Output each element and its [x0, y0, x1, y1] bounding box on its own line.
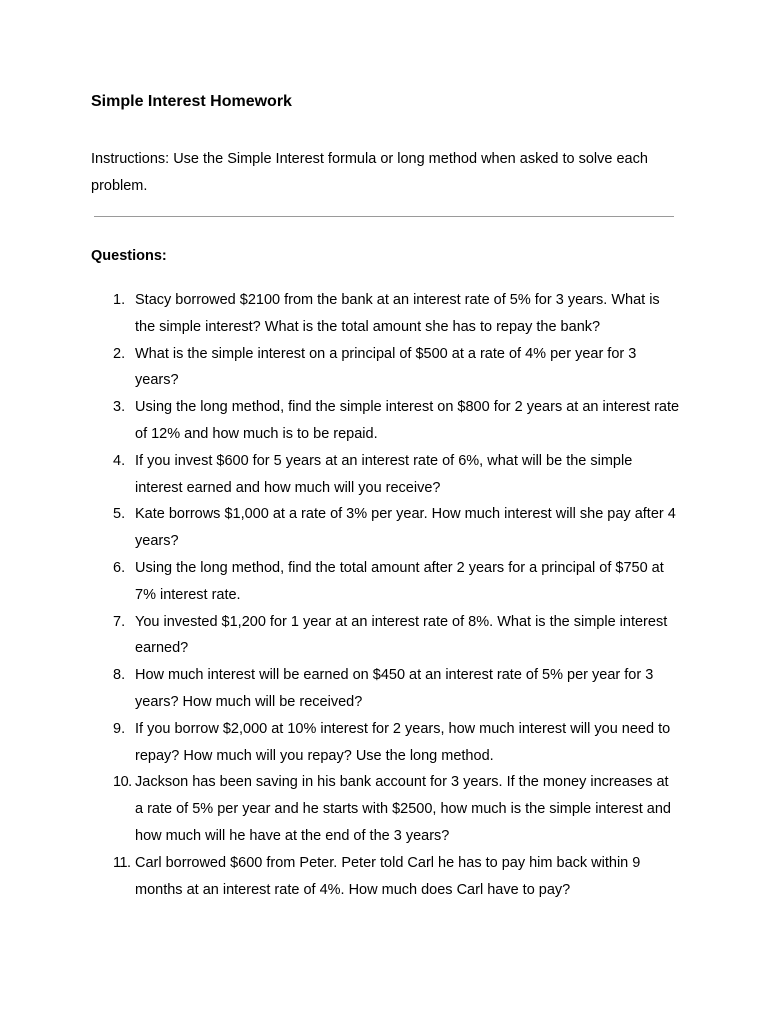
question-text: Jackson has been saving in his bank account for 3 years. If the money increases at a rate of 5% per year and he starts with $2500, how much is the simple interest and how much will he have at the end of the 3 years?: [135, 774, 671, 844]
question-item: [0, 501, 768, 555]
questions-list: [0, 287, 768, 903]
question-item: [0, 716, 768, 770]
question-item: [0, 662, 768, 716]
question-text: If you invest $600 for 5 years at an interest rate of 6%, what will be the simple interest earned and how much will you receive?: [135, 452, 633, 496]
question-text: Using the long method, find the simple interest on $800 for 2 years at an interest rate of 12% and how much is to be repaid.: [135, 399, 680, 442]
question-number: 4.: [113, 452, 126, 469]
divider: [94, 216, 674, 217]
question-number: 5.: [113, 506, 126, 523]
question-item: [0, 555, 768, 609]
question-item: [0, 609, 768, 663]
page-title: Simple Interest Homework: [91, 93, 292, 110]
question-number: 9.: [113, 720, 126, 737]
question-text: Using the long method, find the total amount after 2 years for a principal of $750 at 7% interest rate.: [135, 559, 664, 603]
question-number: 1.: [113, 292, 126, 308]
question-number: 11.: [113, 854, 131, 871]
question-item: [0, 394, 768, 448]
question-text: Stacy borrowed $2100 from the bank at an interest rate of 5% for 3 years. What is the simple interest? What is the total amount she has to repay the bank?: [135, 292, 660, 335]
question-text: If you borrow $2,000 at 10% interest for 2 years, how much interest will you need to repay? How much will you repay? Use the long method.: [135, 720, 671, 764]
question-text: What is the simple interest on a principal of $500 at a rate of 4% per year for 3 years?: [135, 345, 637, 389]
question-number: 3.: [113, 399, 126, 416]
question-number: 8.: [113, 667, 126, 684]
question-number: 2.: [113, 345, 126, 362]
question-text: How much interest will be earned on $450 at an interest rate of 5% per year for 3 years? How much will be received?: [135, 667, 654, 710]
question-item: [0, 769, 768, 849]
question-number: 6.: [113, 559, 126, 576]
question-text: You invested $1,200 for 1 year at an interest rate of 8%. What is the simple interest earned?: [135, 613, 668, 657]
question-text: Kate borrows $1,000 at a rate of 3% per year. How much interest will she pay after 4 years?: [135, 506, 676, 550]
question-item: [0, 850, 768, 904]
questions-heading: Questions:: [91, 248, 167, 264]
question-item: [0, 287, 768, 341]
question-number: 7.: [113, 613, 126, 630]
question-text: Carl borrowed $600 from Peter. Peter told Carl he has to pay him back within 9 months at an interest rate of 4%. How much does Carl have to pay?: [135, 854, 641, 898]
question-item: [0, 448, 768, 502]
question-item: [0, 341, 768, 395]
question-number: 10.: [113, 774, 132, 791]
instructions-text: Instructions: Use the Simple Interest formula or long method when asked to solve each problem.: [91, 151, 648, 194]
